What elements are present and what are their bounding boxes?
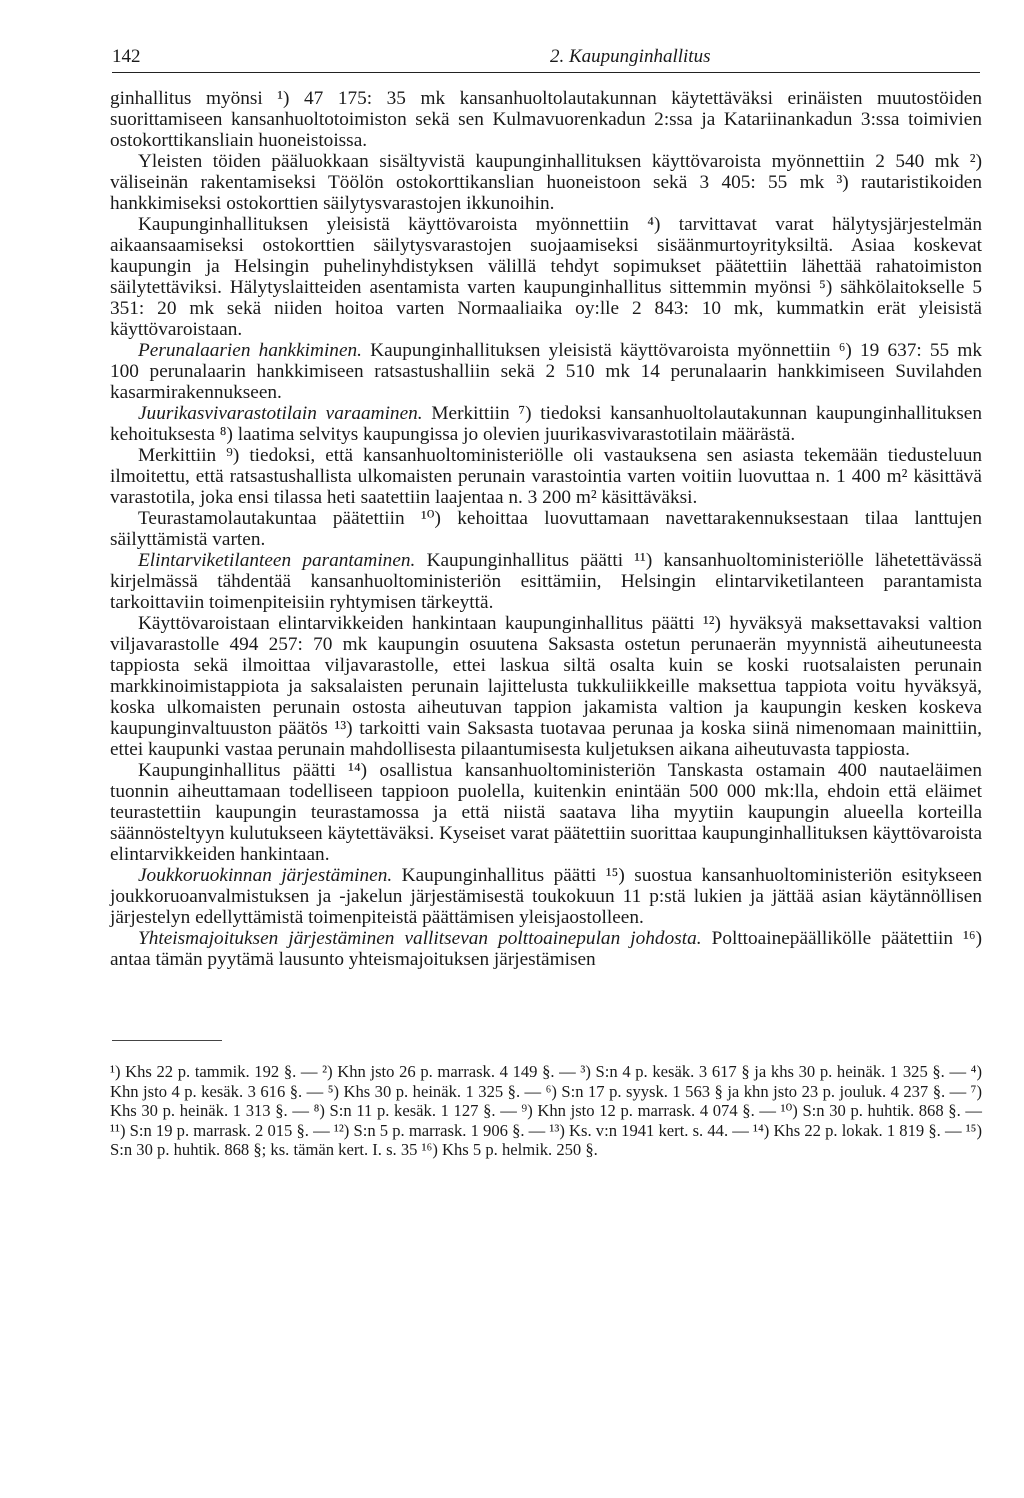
section-heading: Elintarviketilanteen parantaminen. — [138, 550, 416, 571]
body-text — [110, 88, 982, 970]
section-heading: Juurikasvivarastotilain varaaminen. — [138, 403, 423, 424]
paragraph — [110, 214, 982, 340]
paragraph — [110, 508, 982, 550]
paragraph-text: Polttoainepäällikölle päätettiin ¹⁶) antaa tämän pyytämä lausunto yhteismajoituksen järjestämisen — [110, 928, 982, 970]
paragraph-text: Kaupunginhallitus päätti ¹⁵) suostua kansanhuoltoministeriön esitykseen joukkoruoanvalmistuksen ja -jakelun järjestämisestä toukokuun 11 p:stä lukien ja jättää asian käytännöllisen järjestelyn edellyttämistä toimenpiteistä päättämisen yleisjaostolleen. — [110, 865, 982, 928]
page-number: 142 — [112, 46, 141, 67]
section-heading: Perunalaarien hankkiminen. — [138, 340, 362, 361]
page-header — [112, 46, 980, 73]
paragraph-text: Kaupunginhallitus päätti ¹¹) kansanhuoltoministeriölle lähetettävässä kirjelmässä tähdentää kansanhuoltoministeriön esittämiin, Helsingin elintarviketilanteen parantamista tarkoittaviin toimenpiteisiin ryhtymisen tärkeyttä. — [110, 550, 982, 613]
paragraph-text: Merkittiin ⁹) tiedoksi, että kansanhuoltoministeriölle oli vastauksena sen asiasta tekemään tiedusteluun ilmoitettu, että ratsastushallista ulkomaisten perunain varastointia varten voitiin luovuttaa n. 1 400 m² käsittävä varastotila, joka ensi tilassa heti saatettiin laajentaa n. 3 200 m² käsittäväksi. — [110, 445, 982, 508]
paragraph-text: Merkittiin ⁷) tiedoksi kansanhuoltolautakunnan kaupunginhallituksen kehoituksesta ⁸) laatima selvitys kaupungissa jo olevien juurikasvivarastotilain määrästä. — [110, 403, 982, 445]
paragraph-text: Kaupunginhallitus päätti ¹⁴) osallistua kansanhuoltoministeriön Tanskasta ostamain 400 nautaeläimen tuonnin aiheuttamaan todelliseen tappioon puolella, kuitenkin enintään 500 000 mk:lla, ehdoin että eläimet teurastettiin kaupungin teurastamossa ja että niistä saatava liha myytiin kaupungin alueella korteilla säännösteltyyn kulutukseen käytettäväksi. Kyseiset varat päätettiin suorittaa kaupunginhallituksen käyttövaroista elintarvikkeiden hankintaan. — [110, 760, 982, 865]
section-heading: Joukkoruokinnan järjestäminen. — [138, 865, 393, 886]
paragraph — [110, 88, 982, 151]
paragraph — [110, 550, 982, 613]
paragraph-text: Yleisten töiden pääluokkaan sisältyvistä kaupunginhallituksen käyttövaroista myönnettiin 2 540 mk ²) väliseinän rakentamiseksi Töölön ostokorttikanslian huoneistoon sekä 3 405: 55 mk ³) rautaristikoiden hankkimiseksi ostokorttien säilytysvarastojen ikkunoihin. — [110, 151, 982, 214]
footnote-divider — [112, 1040, 222, 1041]
paragraph — [110, 613, 982, 760]
footnotes: ¹) Khs 22 p. tammik. 192 §. — ²) Khn jsto 26 p. marrask. 4 149 §. — ³) S:n 4 p. kesäk. 3 617 § ja khs 30 p. heinäk. 1 325 §. — ⁴) Khn jsto 4 p. kesäk. 3 616 §. — ⁵) Khs 30 p. heinäk. 1 325 §. — ⁶) S:n 17 p. syysk. 1 563 § ja khn jsto 23 p. jouluk. 4 237 §. — ⁷) Khs 30 p. heinäk. 1 313 §. — ⁸) S:n 11 p. kesäk. 1 127 §. — ⁹) Khn jsto 12 p. marrask. 4 074 §. — ¹⁰) S:n 30 p. huhtik. 868 §. — ¹¹) S:n 19 p. marrask. 2 015 §. — ¹²) S:n 5 p. marrask. 1 906 §. — ¹³) Ks. v:n 1941 kert. s. 44. — ¹⁴) Khs 22 p. lokak. 1 819 §. — ¹⁵) S:n 30 p. huhtik. 868 §; ks. tämän kert. I. s. 35 ¹⁶) Khs 5 p. helmik. 250 §. — [110, 1062, 982, 1159]
paragraph — [110, 403, 982, 445]
paragraph-text: ginhallitus myönsi ¹) 47 175: 35 mk kansanhuoltolautakunnan käytettäväksi erinäisten muutostöiden suorittamiseen kansanhuoltotoimiston sekä sen Kulmavuorenkadun 2:ssa ja Katariinankadun 3:ssa toimivien ostokorttikansliain huoneistoissa. — [110, 88, 982, 151]
paragraph — [110, 151, 982, 214]
paragraph — [110, 760, 982, 865]
paragraph — [110, 340, 982, 403]
paragraph-text: Kaupunginhallituksen yleisistä käyttövaroista myönnettiin ⁴) tarvittavat varat hälytysjärjestelmän aikaansaamiseksi ostokorttien säilytysvarastojen suojaamiseksi sisäänmurtoyrityksiltä. Asiaa koskevat kaupungin ja Helsingin puhelinyhdistyksen välillä tehdyt sopimukset päätettiin lähettää rahatoimiston säilytettäviksi. Hälytyslaitteiden asentamista varten kaupunginhallitus sittemmin myönsi ⁵) sähkölaitokselle 5 351: 20 mk sekä niiden hoitoa varten Normaaliaika oy:lle 2 843: 10 mk, kummatkin erät yleisistä käyttövaroistaan. — [110, 214, 982, 340]
paragraph-text: Kaupunginhallituksen yleisistä käyttövaroista myönnettiin ⁶) 19 637: 55 mk 100 perunalaarin hankkimiseen ratsastushalliin sekä 2 510 mk 14 perunalaarin hankkimiseen Suvilahden kasarmirakennukseen. — [110, 340, 982, 403]
paragraph-text: Teurastamolautakuntaa päätettiin ¹⁰) kehoittaa luovuttamaan navettarakennuksestaan tilaa lanttujen säilyttämistä varten. — [110, 508, 982, 550]
running-head: 2. Kaupunginhallitus — [550, 46, 711, 67]
paragraph-text: Käyttövaroistaan elintarvikkeiden hankintaan kaupunginhallitus päätti ¹²) hyväksyä maksettavaksi valtion viljavarastolle 494 257: 70 mk kaupungin osuutena Saksasta ostetun perunaerän myynnistä aiheutuneesta tappiosta sekä ilmoittaa viljavarastolle, ettei laskua siltä osalta kuin se koski ruotsalaisten perunain markkinoimistappiota ja saksalaisten perunain lajittelusta tukkuliikkeille maksettua tappiota voitu hyväksyä, koska ulkomaisten perunain ostosta aiheutuvan tappion jakamista valtion ja kaupungin kesken koskeva kaupunginvaltuuston päätös ¹³) tarkoitti vain Saksasta tuotavaa perunaa ja koska siinä nimenomaan mainittiin, ettei kaupunki vastaa perunain mahdollisesta pilaantumisesta kuljetuksen aikana aiheutuvasta tappiosta. — [110, 613, 982, 760]
paragraph — [110, 928, 982, 970]
paragraph — [110, 445, 982, 508]
section-heading: Yhteismajoituksen järjestäminen vallitsevan polttoainepulan johdosta. — [138, 928, 702, 949]
paragraph — [110, 865, 982, 928]
